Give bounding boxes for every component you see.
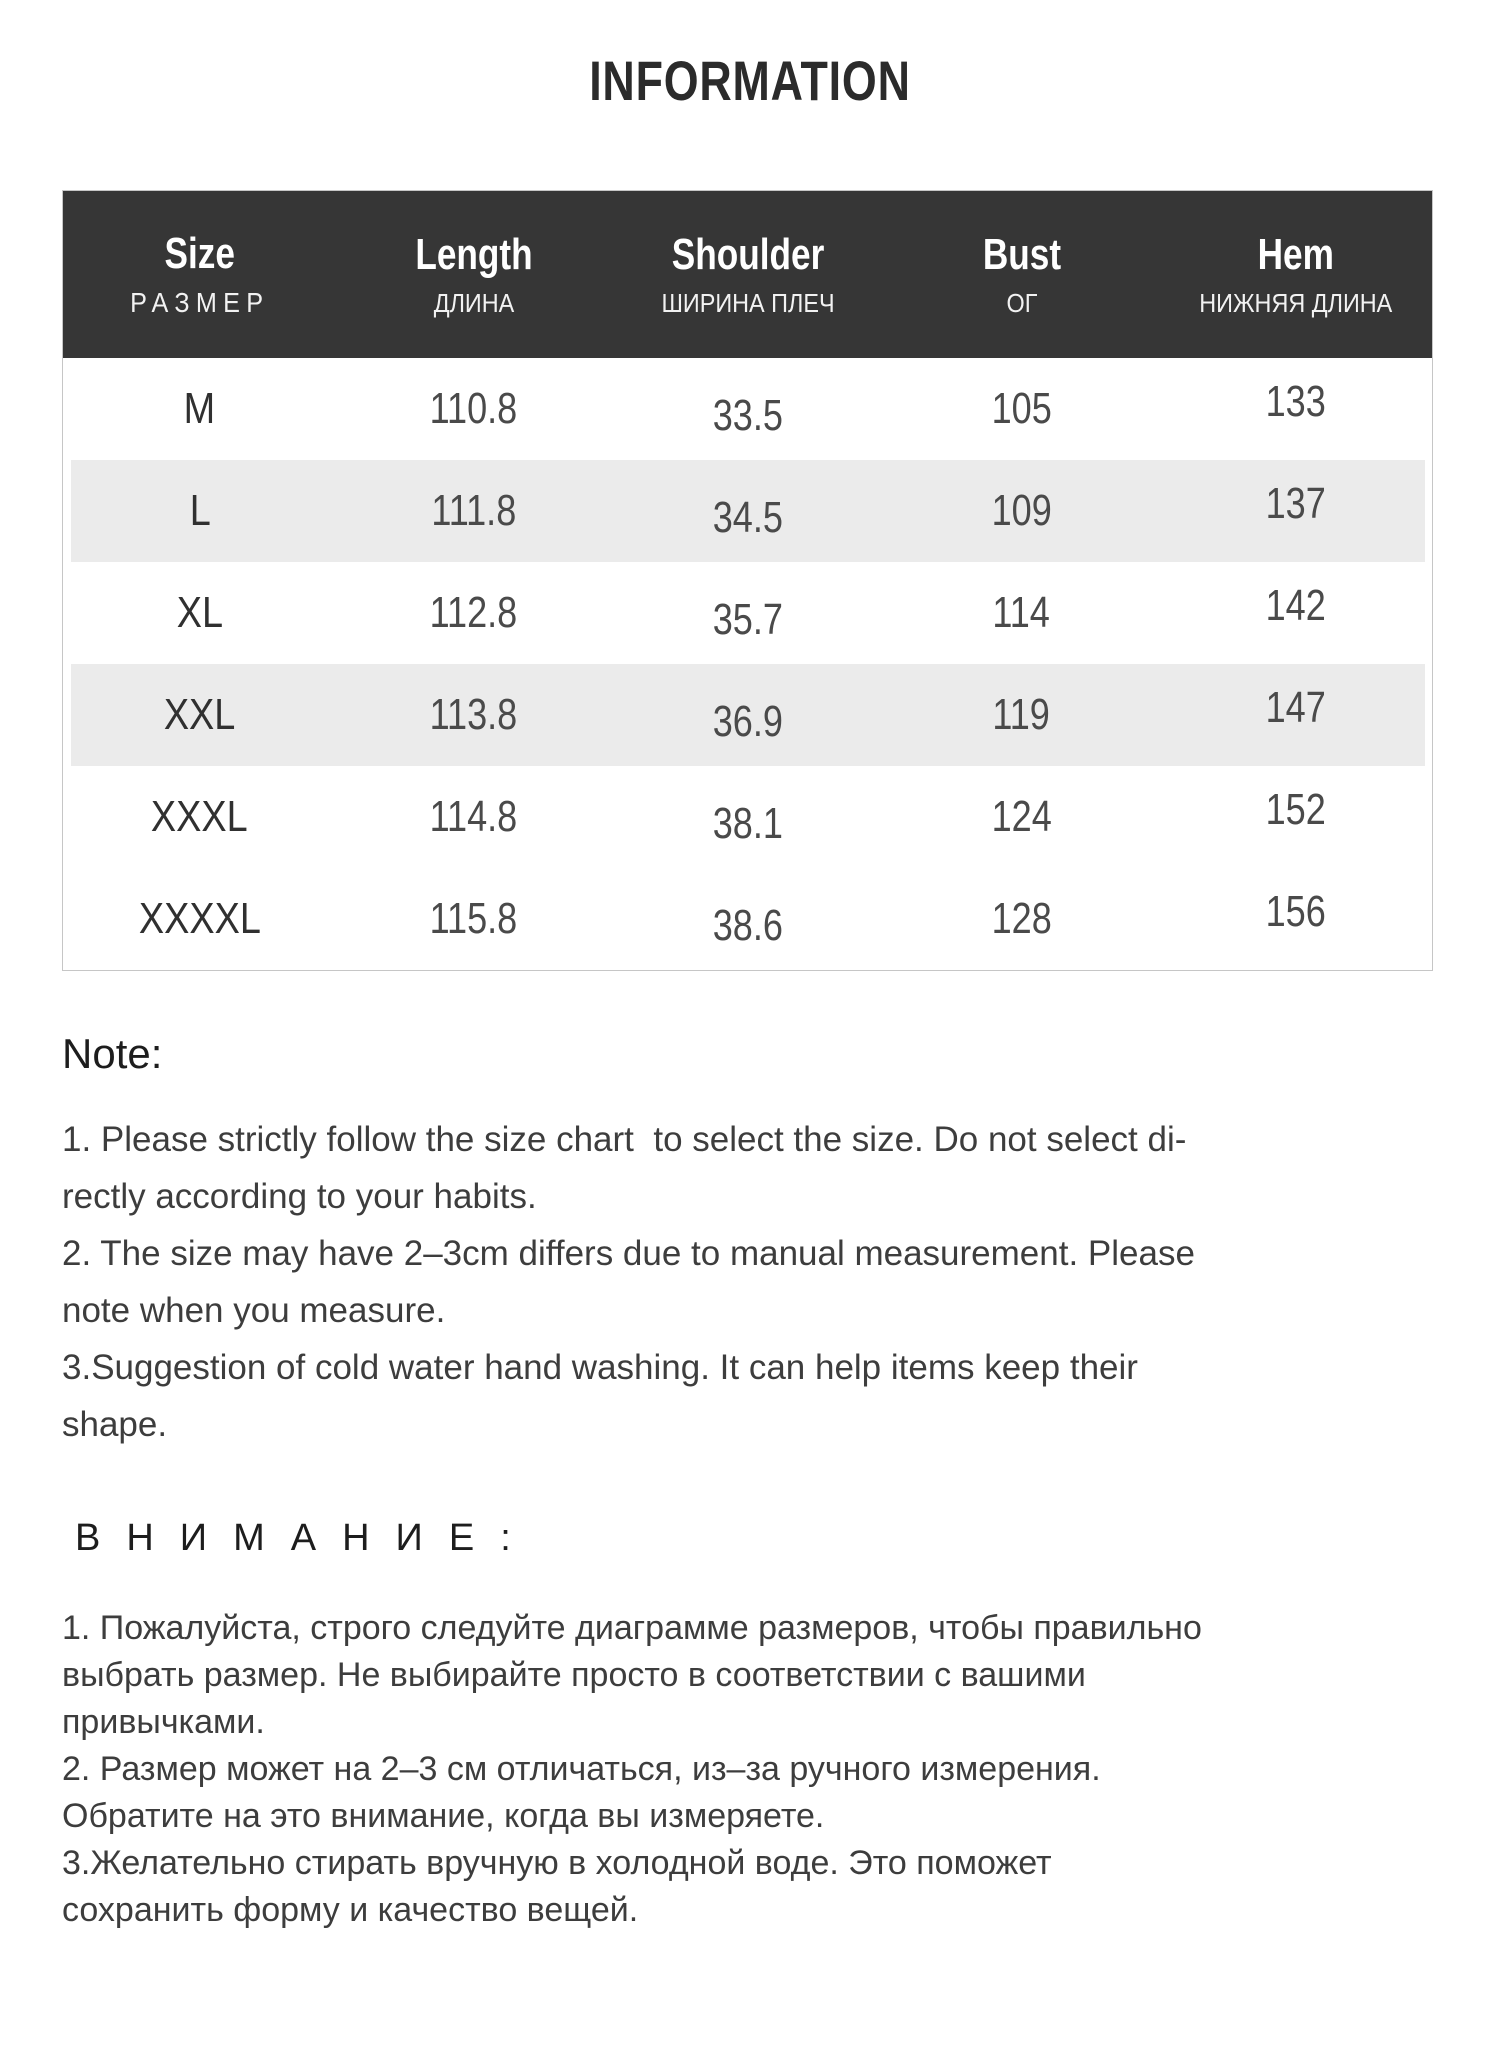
bust-value: 119 (992, 690, 1051, 740)
cell-size (63, 460, 337, 562)
attention-section (62, 1516, 1438, 1934)
column-header (63, 190, 337, 358)
length-value: 112.8 (429, 588, 518, 638)
note-line: 3.Suggestion of cold water hand washing. It can help items keep their (62, 1347, 1138, 1387)
hem-value: 152 (1265, 785, 1326, 835)
size-table-header (63, 190, 1433, 358)
cell-bust (885, 562, 1159, 664)
page-title-text: INFORMATION (589, 49, 911, 112)
bust-value: 105 (991, 384, 1052, 434)
bust-value: 124 (991, 792, 1052, 842)
column-header (1159, 190, 1433, 358)
column-header-ru: ОГ (1006, 288, 1037, 319)
length-value: 114.8 (429, 792, 518, 842)
cell-length (337, 358, 611, 460)
hem-value: 147 (1265, 683, 1326, 733)
cell-size (63, 868, 337, 970)
table-row (63, 562, 1433, 664)
size-table-body (63, 358, 1433, 970)
column-header-en: Hem (1257, 229, 1334, 279)
shoulder-value: 38.6 (712, 900, 783, 950)
bust-value: 128 (991, 893, 1052, 943)
cell-length (337, 664, 611, 766)
cell-length (337, 766, 611, 868)
bust-value: 109 (991, 486, 1052, 536)
size-table-header-row (63, 190, 1433, 358)
size-value: XXL (163, 690, 236, 740)
cell-hem (1159, 868, 1433, 970)
size-value: XL (176, 588, 223, 638)
cell-shoulder (611, 358, 885, 460)
cell-size (63, 358, 337, 460)
attention-line: Обратите на это внимание, когда вы измеряете. (62, 1796, 825, 1835)
cell-size (63, 766, 337, 868)
page-title (0, 50, 1500, 112)
column-header-ru: РАЗМЕР (130, 287, 270, 319)
cell-shoulder (611, 460, 885, 562)
cell-size (63, 664, 337, 766)
table-row (63, 766, 1433, 868)
attention-line: выбрать размер. Не выбирайте просто в соответствии с вашими (62, 1655, 1086, 1694)
cell-shoulder (611, 562, 885, 664)
shoulder-value: 36.9 (712, 697, 783, 747)
cell-length (337, 562, 611, 664)
size-table (62, 190, 1433, 971)
cell-hem (1159, 664, 1433, 766)
table-row (63, 868, 1433, 970)
shoulder-value: 38.1 (712, 799, 783, 849)
cell-hem (1159, 460, 1433, 562)
size-value: XXXL (151, 792, 249, 842)
column-header-ru: НИЖНЯЯ ДЛИНА (1198, 288, 1392, 319)
cell-bust (885, 664, 1159, 766)
shoulder-value: 34.5 (712, 493, 783, 543)
note-line: shape. (62, 1404, 168, 1444)
note-line: note when you measure. (62, 1290, 446, 1330)
cell-shoulder (611, 766, 885, 868)
note-section (62, 1029, 1438, 1453)
bust-value: 114 (992, 588, 1051, 638)
table-row (63, 664, 1433, 766)
shoulder-value: 33.5 (712, 391, 783, 441)
size-table-section (62, 190, 1438, 971)
cell-hem (1159, 766, 1433, 868)
table-row (63, 358, 1433, 460)
cell-hem (1159, 562, 1433, 664)
attention-line: 3.Желательно стирать вручную в холодной воде. Это поможет (62, 1843, 1052, 1882)
attention-line: привычками. (62, 1702, 265, 1741)
hem-value: 137 (1265, 479, 1326, 529)
note-lines (62, 1111, 1438, 1453)
note-title: Note: (62, 1029, 163, 1077)
size-value: M (183, 384, 216, 434)
hem-value: 133 (1265, 377, 1326, 427)
cell-bust (885, 358, 1159, 460)
cell-bust (885, 766, 1159, 868)
cell-size (63, 562, 337, 664)
column-header-en: Size (164, 228, 235, 278)
column-header (337, 190, 611, 358)
note-line: 2. The size may have 2–3cm differs due to manual measurement. Please (62, 1233, 1195, 1273)
note-line: rectly according to your habits. (62, 1176, 537, 1216)
shoulder-value: 35.7 (712, 595, 783, 645)
column-header-ru: ДЛИНА (433, 288, 514, 319)
table-row (63, 460, 1433, 562)
cell-length (337, 460, 611, 562)
length-value: 113.8 (429, 690, 518, 740)
attention-line: сохранить форму и качество вещей. (62, 1890, 639, 1929)
note-line: 1. Please strictly follow the size chart to select the size. Do not select di- (62, 1119, 1187, 1159)
length-value: 111.8 (431, 486, 516, 536)
size-value: L (189, 486, 211, 536)
cell-shoulder (611, 664, 885, 766)
column-header (885, 190, 1159, 358)
column-header-en: Bust (982, 229, 1061, 279)
size-value: XXXXL (138, 893, 261, 943)
length-value: 115.8 (429, 893, 518, 943)
column-header (611, 190, 885, 358)
cell-hem (1159, 358, 1433, 460)
column-header-ru: ШИРИНА ПЛЕЧ (660, 288, 835, 319)
cell-bust (885, 460, 1159, 562)
cell-shoulder (611, 868, 885, 970)
attention-line: 2. Размер может на 2–3 см отличаться, из–за ручного измерения. (62, 1749, 1101, 1788)
length-value: 110.8 (429, 384, 518, 434)
size-info-page (0, 50, 1500, 1934)
attention-lines (62, 1605, 1438, 1934)
cell-length (337, 868, 611, 970)
cell-bust (885, 868, 1159, 970)
column-header-en: Shoulder (671, 229, 824, 279)
column-header-en: Length (414, 229, 533, 279)
attention-line: 1. Пожалуйста, строго следуйте диаграмме размеров, чтобы правильно (62, 1608, 1202, 1647)
attention-title: ВНИМАНИЕ: (75, 1516, 537, 1559)
hem-value: 142 (1265, 581, 1326, 631)
hem-value: 156 (1265, 886, 1326, 936)
